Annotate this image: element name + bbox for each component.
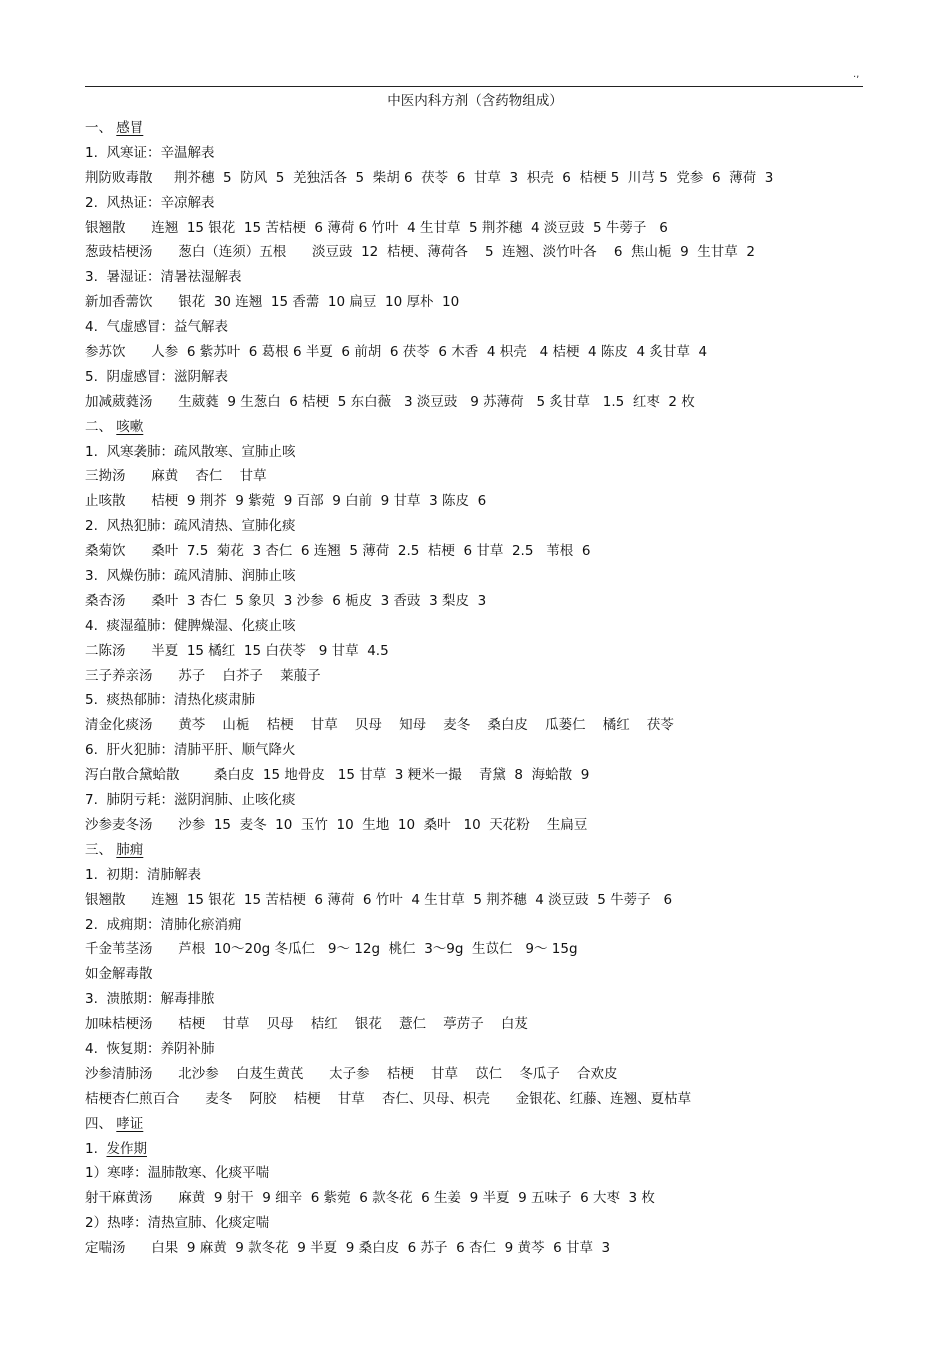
text-line: 7. 肺阴亏耗：滋阴润肺、止咳化痰 bbox=[85, 792, 296, 809]
text-line: 1. 风寒证：辛温解表 bbox=[85, 144, 215, 161]
text-line: 4. 痰湿蕴肺：健脾燥湿、化痰止咳 bbox=[85, 617, 296, 634]
text-line: 桑杏汤 桑叶 3 杏仁 5 象贝 3 沙参 6 栀皮 3 香豉 3 梨皮 3 bbox=[85, 592, 487, 609]
text-line: 三子养亲汤 苏子 白芥子 莱菔子 bbox=[85, 667, 321, 684]
text-line: 3. 风燥伤肺：疏风清肺、润肺止咳 bbox=[85, 568, 296, 585]
section-title: 肺痈 bbox=[116, 841, 144, 858]
section-heading bbox=[85, 838, 885, 863]
section-title: 哮证 bbox=[116, 1115, 144, 1132]
text-line: 清金化痰汤 黄芩 山栀 桔梗 甘草 贝母 知母 麦冬 桑白皮 瓜蒌仁 橘红 茯苓 bbox=[85, 717, 674, 734]
text-line: 1. 风寒袭肺：疏风散寒、宣肺止咳 bbox=[85, 443, 296, 460]
document-body bbox=[85, 116, 885, 1261]
text-line: 2. 风热犯肺：疏风清热、宣肺化痰 bbox=[85, 518, 296, 535]
document-title: 中医内科方剂（含药物组成） bbox=[387, 93, 563, 109]
section-number: 二、 bbox=[85, 418, 117, 435]
text-line: 2. 成痈期：清肺化瘀消痈 bbox=[85, 916, 242, 933]
text-line: 加减葳蕤汤 生葳蕤 9 生葱白 6 桔梗 5 东白薇 3 淡豆豉 9 苏薄荷 5 炙甘草 1.5 红枣 2 枚 bbox=[85, 393, 695, 410]
section-title: 发作期 bbox=[106, 1140, 147, 1157]
text-line: 3. 暑湿证：清暑祛湿解表 bbox=[85, 269, 242, 286]
text-line: 止咳散 桔梗 9 荆芥 9 紫菀 9 百部 9 白前 9 甘草 3 陈皮 6 bbox=[85, 493, 487, 510]
text-line: 4. 恢复期：养阴补肺 bbox=[85, 1040, 215, 1057]
text-line: 葱豉桔梗汤 葱白（连须）五根 淡豆豉 12 桔梗、薄荷各 5 连翘、淡竹叶各 6 焦山栀 9 生甘草 2 bbox=[85, 244, 755, 261]
text-line: 银翘散 连翘 15 银花 15 苦桔梗 6 薄荷 6 竹叶 4 生甘草 5 荆芥穗 4 淡豆豉 5 牛蒡子 6 bbox=[85, 219, 668, 236]
text-line: 沙参清肺汤 北沙参 白芨生黄芪 太子参 桔梗 甘草 苡仁 冬瓜子 合欢皮 bbox=[85, 1065, 618, 1082]
section-title: 感冒 bbox=[116, 120, 144, 136]
section-heading bbox=[85, 415, 885, 440]
text-line: 银翘散 连翘 15 银花 15 苦桔梗 6 薄荷 6 竹叶 4 生甘草 5 荆芥穗 4 淡豆豉 5 牛蒡子 6 bbox=[85, 891, 673, 908]
header-rule bbox=[85, 86, 863, 87]
section-number: 三、 bbox=[85, 841, 117, 858]
section-heading bbox=[85, 1112, 885, 1137]
text-line: 桔梗杏仁煎百合 麦冬 阿胶 桔梗 甘草 杏仁、贝母、枳壳 金银花、红藤、连翘、夏枯草 bbox=[85, 1090, 692, 1107]
text-line: 4. 气虚感冒：益气解表 bbox=[85, 319, 228, 336]
text-line: 二陈汤 半夏 15 橘红 15 白茯苓 9 甘草 4.5 bbox=[85, 642, 389, 659]
section-number: 一、 bbox=[85, 120, 117, 136]
text-line: 如金解毒散 bbox=[85, 966, 153, 983]
text-line: 5. 痰热郁肺：清热化痰肃肺 bbox=[85, 692, 255, 709]
text-line: 加味桔梗汤 桔梗 甘草 贝母 桔红 银花 薏仁 葶苈子 白芨 bbox=[85, 1016, 528, 1033]
text-line: 2. 风热证：辛凉解表 bbox=[85, 194, 215, 211]
text-line: 参苏饮 人参 6 紫苏叶 6 葛根 6 半夏 6 前胡 6 茯苓 6 木香 4 枳壳 4 桔梗 4 陈皮 4 炙甘草 4 bbox=[85, 344, 708, 361]
page-corner-mark: ., bbox=[853, 69, 860, 80]
text-line: 新加香薷饮 银花 30 连翘 15 香薷 10 扁豆 10 厚朴 10 bbox=[85, 294, 460, 311]
text-line: 定喘汤 白果 9 麻黄 9 款冬花 9 半夏 9 桑白皮 6 苏子 6 杏仁 9 黄芩 6 甘草 3 bbox=[85, 1240, 611, 1257]
section-heading bbox=[85, 1137, 885, 1162]
text-line: 1）寒哮：温肺散寒、化痰平喘 bbox=[85, 1165, 270, 1182]
text-line: 6. 肝火犯肺：清肺平肝、顺气降火 bbox=[85, 742, 296, 759]
text-line: 沙参麦冬汤 沙参 15 麦冬 10 玉竹 10 生地 10 桑叶 10 天花粉 生扁豆 bbox=[85, 816, 588, 833]
text-line: 千金苇茎汤 芦根 10～20g 冬瓜仁 9～ 12g 桃仁 3～9g 生苡仁 9～ 15g bbox=[85, 941, 578, 958]
text-line: 射干麻黄汤 麻黄 9 射干 9 细辛 6 紫菀 6 款冬花 6 生姜 9 半夏 9 五味子 6 大枣 3 枚 bbox=[85, 1190, 655, 1207]
text-line: 桑菊饮 桑叶 7.5 菊花 3 杏仁 6 连翘 5 薄荷 2.5 桔梗 6 甘草 2.5 苇根 6 bbox=[85, 543, 591, 560]
text-line: 荆防败毒散 荆芥穗 5 防风 5 羌独活各 5 柴胡 6 茯苓 6 甘草 3 枳壳 6 桔梗 5 川芎 5 党参 6 薄荷 3 bbox=[85, 169, 774, 186]
text-line: 泻白散合黛蛤散 桑白皮 15 地骨皮 15 甘草 3 粳米一撮 青黛 8 海蛤散 9 bbox=[85, 767, 590, 784]
section-title: 咳嗽 bbox=[116, 418, 144, 435]
text-line: 3. 溃脓期：解毒排脓 bbox=[85, 991, 215, 1008]
text-line: 三拗汤 麻黄 杏仁 甘草 bbox=[85, 468, 267, 485]
section-heading bbox=[85, 116, 885, 141]
text-line: 2）热哮：清热宣肺、化痰定喘 bbox=[85, 1215, 270, 1232]
section-number: 1. bbox=[85, 1140, 107, 1157]
text-line: 5. 阴虚感冒：滋阴解表 bbox=[85, 368, 228, 385]
text-line: 1. 初期：清肺解表 bbox=[85, 866, 201, 883]
section-number: 四、 bbox=[85, 1115, 117, 1132]
